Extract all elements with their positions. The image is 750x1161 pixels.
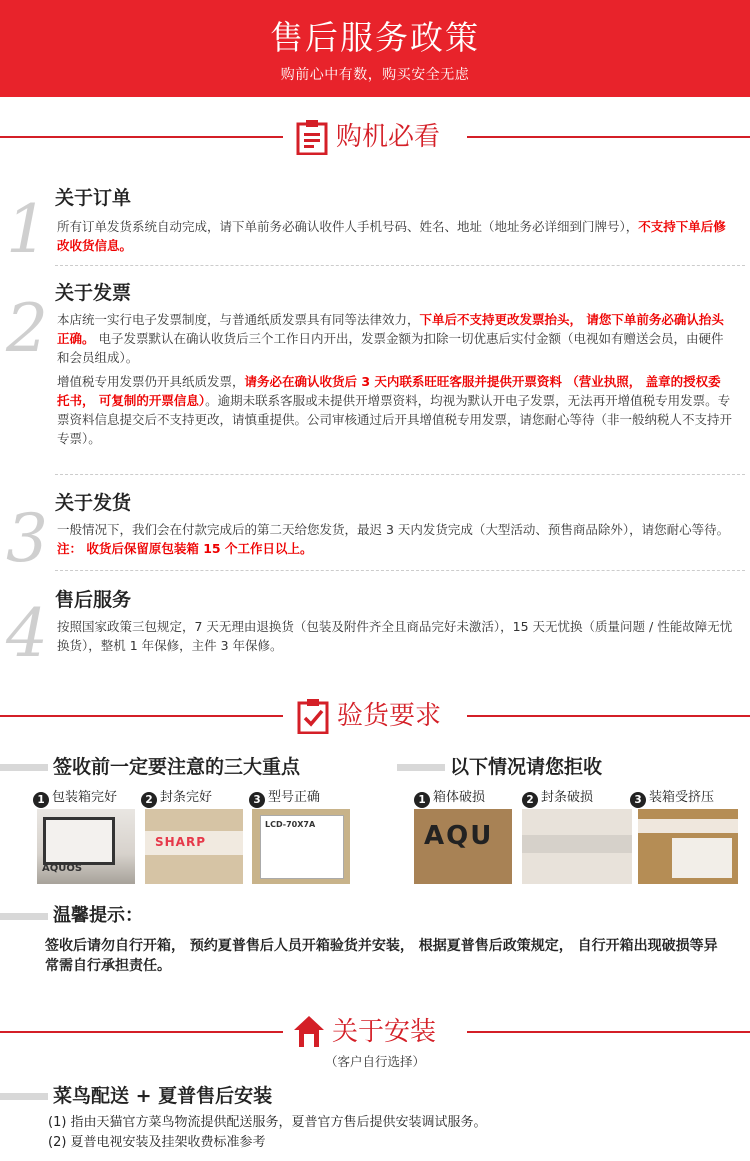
item-divider [55,570,745,571]
check-label: 装箱受挤压 [649,790,715,805]
item-body [57,520,733,563]
photo-broken-seal [522,809,632,884]
checklist-icon [296,698,330,734]
section-divider-right [467,136,750,138]
section-divider-left [0,136,283,138]
tv-shape [43,817,115,865]
photo-damaged-box [414,809,512,884]
photo-model-label [252,809,350,884]
number-badge: 2 [522,792,538,808]
tip-text: 签收后请勿自行开箱， 预约夏普售后人员开箱验货并安装， 根据夏普售后政策规定， 自行开箱出现破损等异常需自行承担责任。 [45,938,718,974]
check-item [249,786,320,808]
number-badge: 1 [33,792,49,808]
item-paragraph [57,617,733,655]
number-badge: 3 [249,792,265,808]
check-label: 封条破损 [541,790,594,805]
heading-bar [0,1093,48,1100]
photo-brand-text: AQU [424,821,494,851]
check-item [630,786,714,808]
heading-text: 菜鸟配送 + 夏普售后安装 [53,1085,273,1107]
heading-bar [397,764,445,771]
install-note: (1) 指由天猫官方菜鸟物流提供配送服务，夏普官方售后提供安装调试服务。 [48,1115,487,1130]
body-text: 所有订单发货系统自动完成，请下单前务必确认收件人手机号码、姓名、地址（地址务必详细到门牌号）， [57,219,639,234]
label-sticker [260,815,344,879]
item-divider [55,265,745,266]
check-label: 封条完好 [160,790,213,805]
heading-text: 签收前一定要注意的三大重点 [53,756,301,778]
photo-brand-text: AQUOS [42,863,83,874]
item-number: 3 [6,500,48,577]
check-label: 型号正确 [268,790,321,805]
section-header-install [0,1010,750,1054]
item-body [57,310,733,453]
subheading-refuse [397,755,657,779]
check-item [522,786,593,808]
item-paragraph [57,372,733,448]
item-body [57,617,733,660]
install-heading [0,1084,360,1108]
photo-model-text: LCD-70X7A [265,820,316,829]
tape-strip [522,835,632,853]
item-divider [55,474,745,475]
section-divider-right [467,715,750,717]
item-paragraph [57,310,733,367]
heading-text: 以下情况请您拒收 [450,756,603,778]
clipboard-icon [295,119,329,155]
photo-crushed-box [638,809,738,884]
check-item [141,786,212,808]
section-title-install: 关于安装 [332,1017,437,1047]
install-note: (2) 夏普电视安装及挂架收费标准参考 [48,1135,266,1150]
item-number: 4 [6,595,48,672]
body-text: 增值税专用发票仍开具纸质发票， [57,374,245,389]
number-badge: 1 [414,792,430,808]
check-item [33,786,117,808]
subheading-three-points [0,755,360,779]
section-divider-left [0,1031,283,1033]
item-number: 1 [6,191,48,268]
item-paragraph [57,217,733,255]
warning-text: 注： 收货后保留原包装箱 15 个工作日以上。 [57,541,313,556]
heading-bar [0,913,48,920]
item-heading: 关于发货 [55,492,132,514]
body-text: 电子发票默认在确认收货后三个工作日内开出，发票金额为扣除一切优惠后实付金额（电视如有赠送会员，由硬件和会员组成）。 [57,331,724,365]
top-banner [0,0,750,97]
section-title-inspect: 验货要求 [337,701,442,731]
item-body [57,217,733,260]
item-heading: 关于发票 [55,282,132,304]
home-icon [292,1014,326,1050]
body-text: 本店统一实行电子发票制度，与普通纸质发票具有同等法律效力， [57,312,420,327]
section-divider-left [0,715,283,717]
photo-intact-seal [145,809,243,884]
page-title: 售后服务政策 [270,18,480,57]
body-text: 一般情况下，我们会在付款完成后的第二天给您发货，最迟 3 天内发货完成（大型活动、预售商品除外），请您耐心等待。 [57,522,730,537]
tip-heading [0,904,200,928]
item-heading: 关于订单 [55,187,132,209]
warning-text: 不支持下单后修改收货信息。 [57,219,726,253]
photo-intact-box [37,809,135,884]
check-label: 箱体破损 [433,790,486,805]
heading-bar [0,764,48,771]
tape-strip [638,819,738,833]
check-item [414,786,485,808]
item-heading: 售后服务 [55,589,132,611]
heading-text: 温馨提示： [53,905,143,926]
section-subtitle-install: （客户自行选择） [324,1054,425,1069]
section-divider-right [467,1031,750,1033]
number-badge: 3 [630,792,646,808]
body-text: 。逾期未联系客服或未提供开增票资料，均视为默认开电子发票，无法再开增值税专用发票。专票资料信息提交后不支持更改，请慎重提供。公司审核通过后开具增值税专用发票，请您耐心等待（非一般纳税人不支持开专票）。 [57,393,733,446]
section-header-inspect [0,694,750,738]
section-header-buy [0,115,750,159]
item-paragraph [57,520,733,558]
body-text: 按照国家政策三包规定，7 天无理由退换货（包装及附件齐全且商品完好未激活），15 天无忧换（质量问题 / 性能故障无忧换货），整机 1 年保修，主件 3 年保修。 [57,619,733,653]
paper-label [672,838,732,878]
warning-text: 请务必在确认收货后 3 天内联系旺旺客服并提供开票资料 （营业执照， 盖章的授权委托书， 可复制的开票信息） [57,374,721,408]
warning-text: 下单后不支持更改发票抬头， 请您下单前务必确认抬头正确。 [57,312,724,346]
check-label: 包装箱完好 [52,790,118,805]
number-badge: 2 [141,792,157,808]
item-number: 2 [6,290,48,367]
section-title-buy: 购机必看 [336,122,441,152]
page-subtitle: 购前心中有数，购买安全无虑 [280,67,470,83]
photo-brand-text: SHARP [155,835,207,849]
